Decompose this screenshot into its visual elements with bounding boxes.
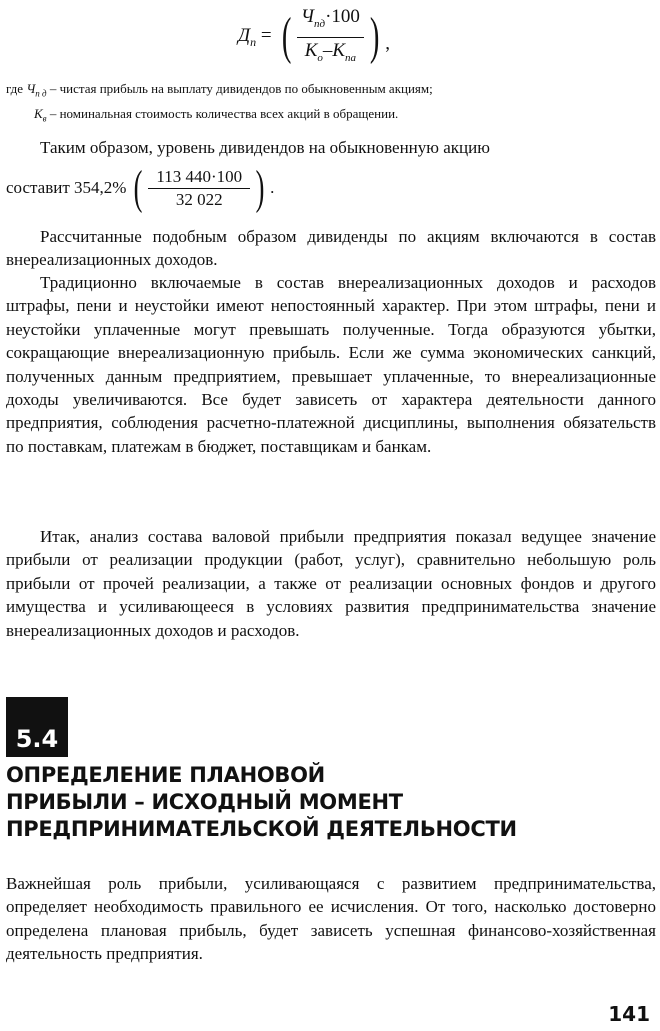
- section-title: [6, 762, 646, 843]
- inline-fraction: [146, 166, 252, 211]
- section-number-badge: 5.4: [6, 697, 68, 757]
- inline-formula-trail: .: [270, 178, 275, 197]
- formula-trail: ,: [385, 33, 390, 55]
- formula-fraction: [295, 6, 366, 69]
- definition-line: $К_в$ – номинальная стоимость количества всех акций в обращении.: [34, 105, 399, 124]
- inline-formula-lead: составит 354,2%: [6, 178, 127, 197]
- left-paren: (: [134, 161, 143, 214]
- paragraph: Рассчитанные подобным образом дивиденды по акциям включаются в состав внереализационных доходов.: [6, 227, 656, 270]
- inline-formula: [6, 161, 656, 214]
- right-paren: ): [369, 8, 380, 66]
- paragraph: Итак, анализ состава валовой прибыли предприятия показал ведущее значение прибыли от реализации продукции (работ, услуг), сравнительно небольшую роль прибыли от прочей реализации, а также от реализации основных фондов и другого имущества и усиливающееся в условиях развития предпринимательства значение внереализационных доходов и расходов.: [6, 527, 656, 640]
- right-paren: ): [255, 161, 265, 214]
- left-paren: (: [281, 8, 291, 66]
- inline-numerator: 113 440·100: [148, 166, 250, 189]
- section-title-line: ПРИБЫЛИ – ИСХОДНЫЙ МОМЕНТ: [6, 790, 403, 814]
- formula-numerator: $Ч_{пд}\cdot 100$: [297, 6, 364, 38]
- inline-denominator: 32 022: [175, 189, 223, 209]
- section-title-line: ПРЕДПРИНИМАТЕЛЬСКОЙ ДЕЯТЕЛЬНОСТИ: [6, 817, 517, 841]
- formula-definitions: [6, 79, 656, 128]
- dividend-formula: [238, 6, 390, 69]
- paragraph: Традиционно включаемые в состав внереализационных доходов и расходов штрафы, пени и неустойки имеют непостоянный характер. При этом штрафы, пени и неустойки уплаченные могут превышать полученные. Тогда образуются убытки, сокращающие внереализационную прибыль. Если же сумма экономических санкций, полученных данным предприятием, превышает уплаченные, то внереализационные доходы увеличиваются. Все будет зависеть от характера деятельности данного предприятия, соблюдения расчетно-платежной дисциплины, выполнения обязательств по поставкам, платежам в бюджет, поставщикам и банкам.: [6, 273, 656, 456]
- paragraph: Таким образом, уровень дивидендов на обыкновенную акцию: [40, 138, 490, 157]
- paragraph: Важнейшая роль прибыли, усиливающаяся с развитием предпринимательства, определяет необходимость правильного ее исчисления. От того, насколько достоверно определена плановая прибыль, будет зависеть успешная финансово-хозяйственная деятельность предприятия.: [6, 874, 656, 964]
- page-number: 141: [608, 1002, 650, 1026]
- formula-lhs: $Д_п$ =: [238, 24, 272, 49]
- formula-denominator: $К_о-К_{па}$: [304, 39, 357, 64]
- section-title-line: ОПРЕДЕЛЕНИЕ ПЛАНОВОЙ: [6, 763, 325, 787]
- definition-line: где $Ч_{п д}$ – чистая прибыль на выплату дивидендов по обыкновенным акциям;: [6, 81, 433, 99]
